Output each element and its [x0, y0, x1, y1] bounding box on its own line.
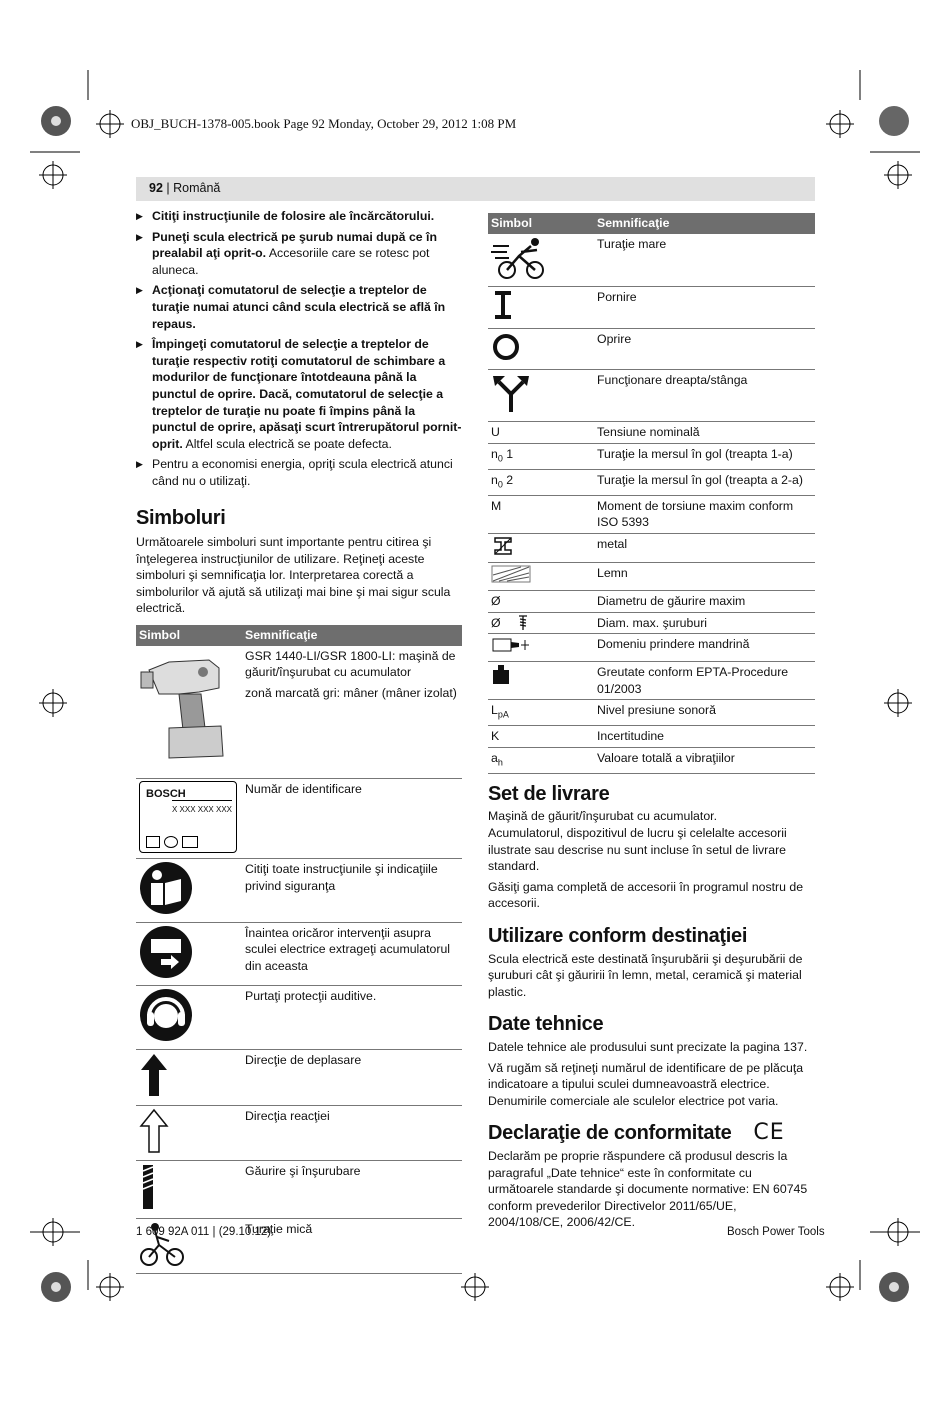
table-cell: Domeniu prindere mandrină	[594, 634, 815, 662]
read-manual-icon	[136, 859, 242, 923]
col-meaning-header: Semnificaţie	[242, 625, 462, 646]
table-cell: Turaţie la mersul în gol (treapta 1-a)	[594, 443, 815, 469]
table-cell: Moment de torsiune maxim conform ISO 5393	[594, 495, 815, 533]
table-row	[136, 859, 462, 923]
ce-mark: CE	[753, 1120, 785, 1146]
table-row	[488, 563, 815, 591]
table-cell: Funcţionare dreapta/stânga	[594, 370, 815, 422]
table-row	[136, 1161, 462, 1219]
safety-bullet	[136, 282, 462, 332]
symbol-sub: pA	[497, 709, 509, 720]
table-row	[488, 495, 815, 533]
handle-description: zonă marcată gri: mâner (mâner izolat)	[245, 685, 457, 700]
symbol-base: L	[491, 703, 498, 718]
symbol-n0-2	[488, 469, 594, 495]
symbol-base: Ø	[491, 615, 501, 630]
bullet-bold-text: Împingeţi comutatorul de selecţie a treptelor de turaţie respectiv rotiţi comutatorul de schimbare a modurilor de funcţionare întotdeauna până la punctul de oprire. Dacă, comutatorul de selecţie a treptelor de turaţie nu poate fi împins până la punctul de oprire, apăsaţi scurt întrerupătorul pornit-oprit.	[152, 337, 462, 451]
table-cell: Pornire	[594, 287, 815, 329]
table-row	[488, 726, 815, 748]
symbol-n0-1	[488, 443, 594, 469]
weight-icon	[488, 661, 594, 699]
metal-icon	[488, 533, 594, 563]
read-manual-meaning: Citiţi toate instrucţiunile şi indicaţiile privind siguranţa	[242, 859, 462, 923]
table-cell: Turaţie mare	[594, 234, 815, 287]
table-row	[136, 1049, 462, 1105]
table-row	[488, 634, 815, 662]
table-row	[136, 986, 462, 1050]
set-livrare-p2: Acumulatorul, dispozitivul de lucru şi celelalte accesorii ilustrate sau descrise nu sunt incluse în setul de livrare standard.	[488, 826, 787, 874]
nameplate-number: X XXX XXX XXX	[172, 800, 232, 819]
col-symbol-header: Simbol	[488, 213, 594, 234]
footer-brand: Bosch Power Tools	[727, 1226, 825, 1238]
table-row	[488, 328, 815, 370]
low-speed-meaning: Turaţie mică	[242, 1218, 462, 1274]
bullet-text: Altfel scula electrică se poate defecta.	[182, 436, 392, 451]
symbol-torque: M	[488, 495, 594, 533]
footer-doc-number: 1 609 92A 011 | (29.10.12)	[136, 1226, 272, 1238]
screw-diameter-symbol	[488, 612, 594, 634]
safety-bullets	[136, 208, 462, 490]
reaction-direction-meaning: Direcţia reacţiei	[242, 1105, 462, 1161]
table-row	[488, 443, 815, 469]
wood-icon	[488, 563, 594, 591]
date-tehnice-heading: Date tehnice	[488, 1013, 604, 1036]
nameplate-icon	[136, 779, 242, 859]
symbol-vibration	[488, 747, 594, 773]
chuck-icon	[488, 634, 594, 662]
utilizare-p1: Scula electrică este destinată înşurubării şi deşurubării de şuruburi cât şi găuririi în lemn, metal, ceramică şi material plastic.	[488, 951, 803, 999]
symbol-suffix: 2	[502, 472, 514, 487]
remove-battery-icon	[136, 922, 242, 986]
symbol-base: n	[491, 472, 498, 487]
symbol-sub: h	[497, 757, 503, 768]
table-cell: Nivel presiune sonoră	[594, 700, 815, 726]
outline-arrow-icon	[136, 1105, 242, 1161]
nameplate-meaning: Număr de identificare	[242, 779, 462, 859]
utilizare-heading: Utilizare conform destinaţiei	[488, 925, 748, 947]
table-cell: Incertitudine	[594, 726, 815, 748]
set-livrare-heading: Set de livrare	[488, 782, 610, 805]
table-cell: metal	[594, 533, 815, 563]
table-row	[136, 779, 462, 859]
forward-reverse-icon	[488, 370, 594, 422]
nameplate-brand: BOSCH	[146, 788, 186, 801]
declaratie-p1: Declarăm pe proprie răspundere că produsul descris la paragraful „Date tehnice“ este în conformitate cu următoarele standarde şi documente normative: EN 60745 conform prevederilor Directivelor 2011/65/UE, 2004/108/CE, 2006/42/CE.	[488, 1148, 808, 1230]
symbol-uncertainty: K	[488, 726, 594, 748]
table-row	[136, 922, 462, 986]
drill-bit-icon	[136, 1161, 242, 1219]
date-tehnice-p2: Vă rugăm să reţineţi numărul de identificare de pe plăcuţa indicatoare a tipului sculei dumneavoastră electrice. Denumirile comerciale ale sculelor electrice pot varia.	[488, 1060, 804, 1108]
table-cell: Turaţie la mersul în gol (treapta a 2-a)	[594, 469, 815, 495]
bullet-text: Accesoriile care se rotesc pot aluneca.	[152, 246, 430, 277]
drill-description: GSR 1440-LI/GSR 1800-LI: maşină de găurit/înşurubat cu acumulator	[245, 648, 456, 680]
set-livrare-p3: Găsiţi gama completă de accesorii în programul nostru de accesorii.	[488, 879, 804, 911]
table-row	[488, 591, 815, 613]
movement-direction-meaning: Direcţie de deplasare	[242, 1049, 462, 1105]
declaratie-heading: Declaraţie de conformitate	[488, 1122, 732, 1145]
table-row	[488, 612, 815, 634]
right-column	[488, 213, 815, 1231]
table-cell: Lemn	[594, 563, 815, 591]
remove-battery-meaning: Înaintea oricăror intervenţii asupra sculei electrice extrageţi acumulatorul din aceasta	[242, 922, 462, 986]
on-icon	[488, 287, 594, 329]
fast-cyclist-icon	[488, 234, 594, 287]
table-row	[488, 533, 815, 563]
screw-icon	[516, 615, 530, 631]
drilling-meaning: Găurire şi înşurubare	[242, 1161, 462, 1219]
symbol-suffix: 1	[502, 446, 514, 461]
language-label: Română	[173, 181, 221, 195]
bullet-text: Pentru a economisi energia, opriţi scula electrică atunci când nu o utilizaţi.	[152, 457, 453, 488]
symbol-sub: 0	[497, 453, 503, 464]
table-cell: Oprire	[594, 328, 815, 370]
table-row	[488, 700, 815, 726]
simboluri-intro: Următoarele simboluri sunt importante pentru citirea şi înţelegerea instrucţiunilor de utilizare. Reţineţi aceste simboluri şi semnificaţia lor. Interpretarea corectă a simbolurilor vă ajută să utilizaţi mai bine şi mai sigur scula electrică.	[136, 535, 451, 616]
col-symbol-header: Simbol	[136, 625, 242, 646]
table-row	[488, 287, 815, 329]
filled-arrow-icon	[136, 1049, 242, 1105]
table-cell: Tensiune nominală	[594, 421, 815, 443]
ear-protection-meaning: Purtaţi protecţii auditive.	[242, 986, 462, 1050]
col-meaning-header: Semnificaţie	[594, 213, 815, 234]
set-livrare-p1: Maşină de găurit/înşurubat cu acumulator.	[488, 809, 717, 824]
page-header-bar: 92 | Română	[136, 177, 815, 201]
right-symbol-table	[488, 213, 815, 774]
drill-icon	[136, 646, 242, 779]
table-cell: Diametru de găurire maxim	[594, 591, 815, 613]
safety-bullet	[136, 208, 462, 225]
symbol-base: a	[491, 750, 498, 765]
table-cell: Valoare totală a vibraţiilor	[594, 747, 815, 773]
symbol-diameter: Ø	[488, 591, 594, 613]
table-cell: Greutate conform EPTA-Procedure 01/2003	[594, 661, 815, 699]
table-row	[488, 421, 815, 443]
table-row	[488, 747, 815, 773]
safety-bullet	[136, 336, 462, 452]
bullet-bold-text: Acţionaţi comutatorul de selecţie a treptelor de turaţie numai atunci când scula electrică se află în repaus.	[152, 283, 446, 331]
table-row	[488, 469, 815, 495]
book-header: OBJ_BUCH-1378-005.book Page 92 Monday, October 29, 2012 1:08 PM	[131, 116, 517, 131]
table-row	[136, 1105, 462, 1161]
ear-protection-icon	[136, 986, 242, 1050]
symbol-base: n	[491, 446, 498, 461]
page-number: 92	[149, 181, 163, 195]
bullet-bold-text: Puneţi scula electrică pe şurub numai după ce în prealabil aţi oprit-o.	[152, 229, 437, 261]
symbol-sound-pressure	[488, 700, 594, 726]
off-icon	[488, 328, 594, 370]
symbol-voltage: U	[488, 421, 594, 443]
left-column	[136, 208, 462, 1274]
left-symbol-table	[136, 625, 462, 1274]
safety-bullet	[136, 456, 462, 489]
date-tehnice-p1: Datele tehnice ale produsului sunt precizate la pagina 137.	[488, 1039, 808, 1054]
simboluri-heading: Simboluri	[136, 506, 226, 529]
table-cell: Diam. max. şuruburi	[594, 612, 815, 634]
table-row	[136, 646, 462, 779]
table-row	[488, 370, 815, 422]
table-row	[488, 234, 815, 287]
bullet-bold-text: Citiţi instrucţiunile de folosire ale încărcătorului.	[152, 209, 435, 223]
table-row	[488, 661, 815, 699]
safety-bullet	[136, 229, 462, 279]
symbol-sub: 0	[497, 479, 503, 490]
